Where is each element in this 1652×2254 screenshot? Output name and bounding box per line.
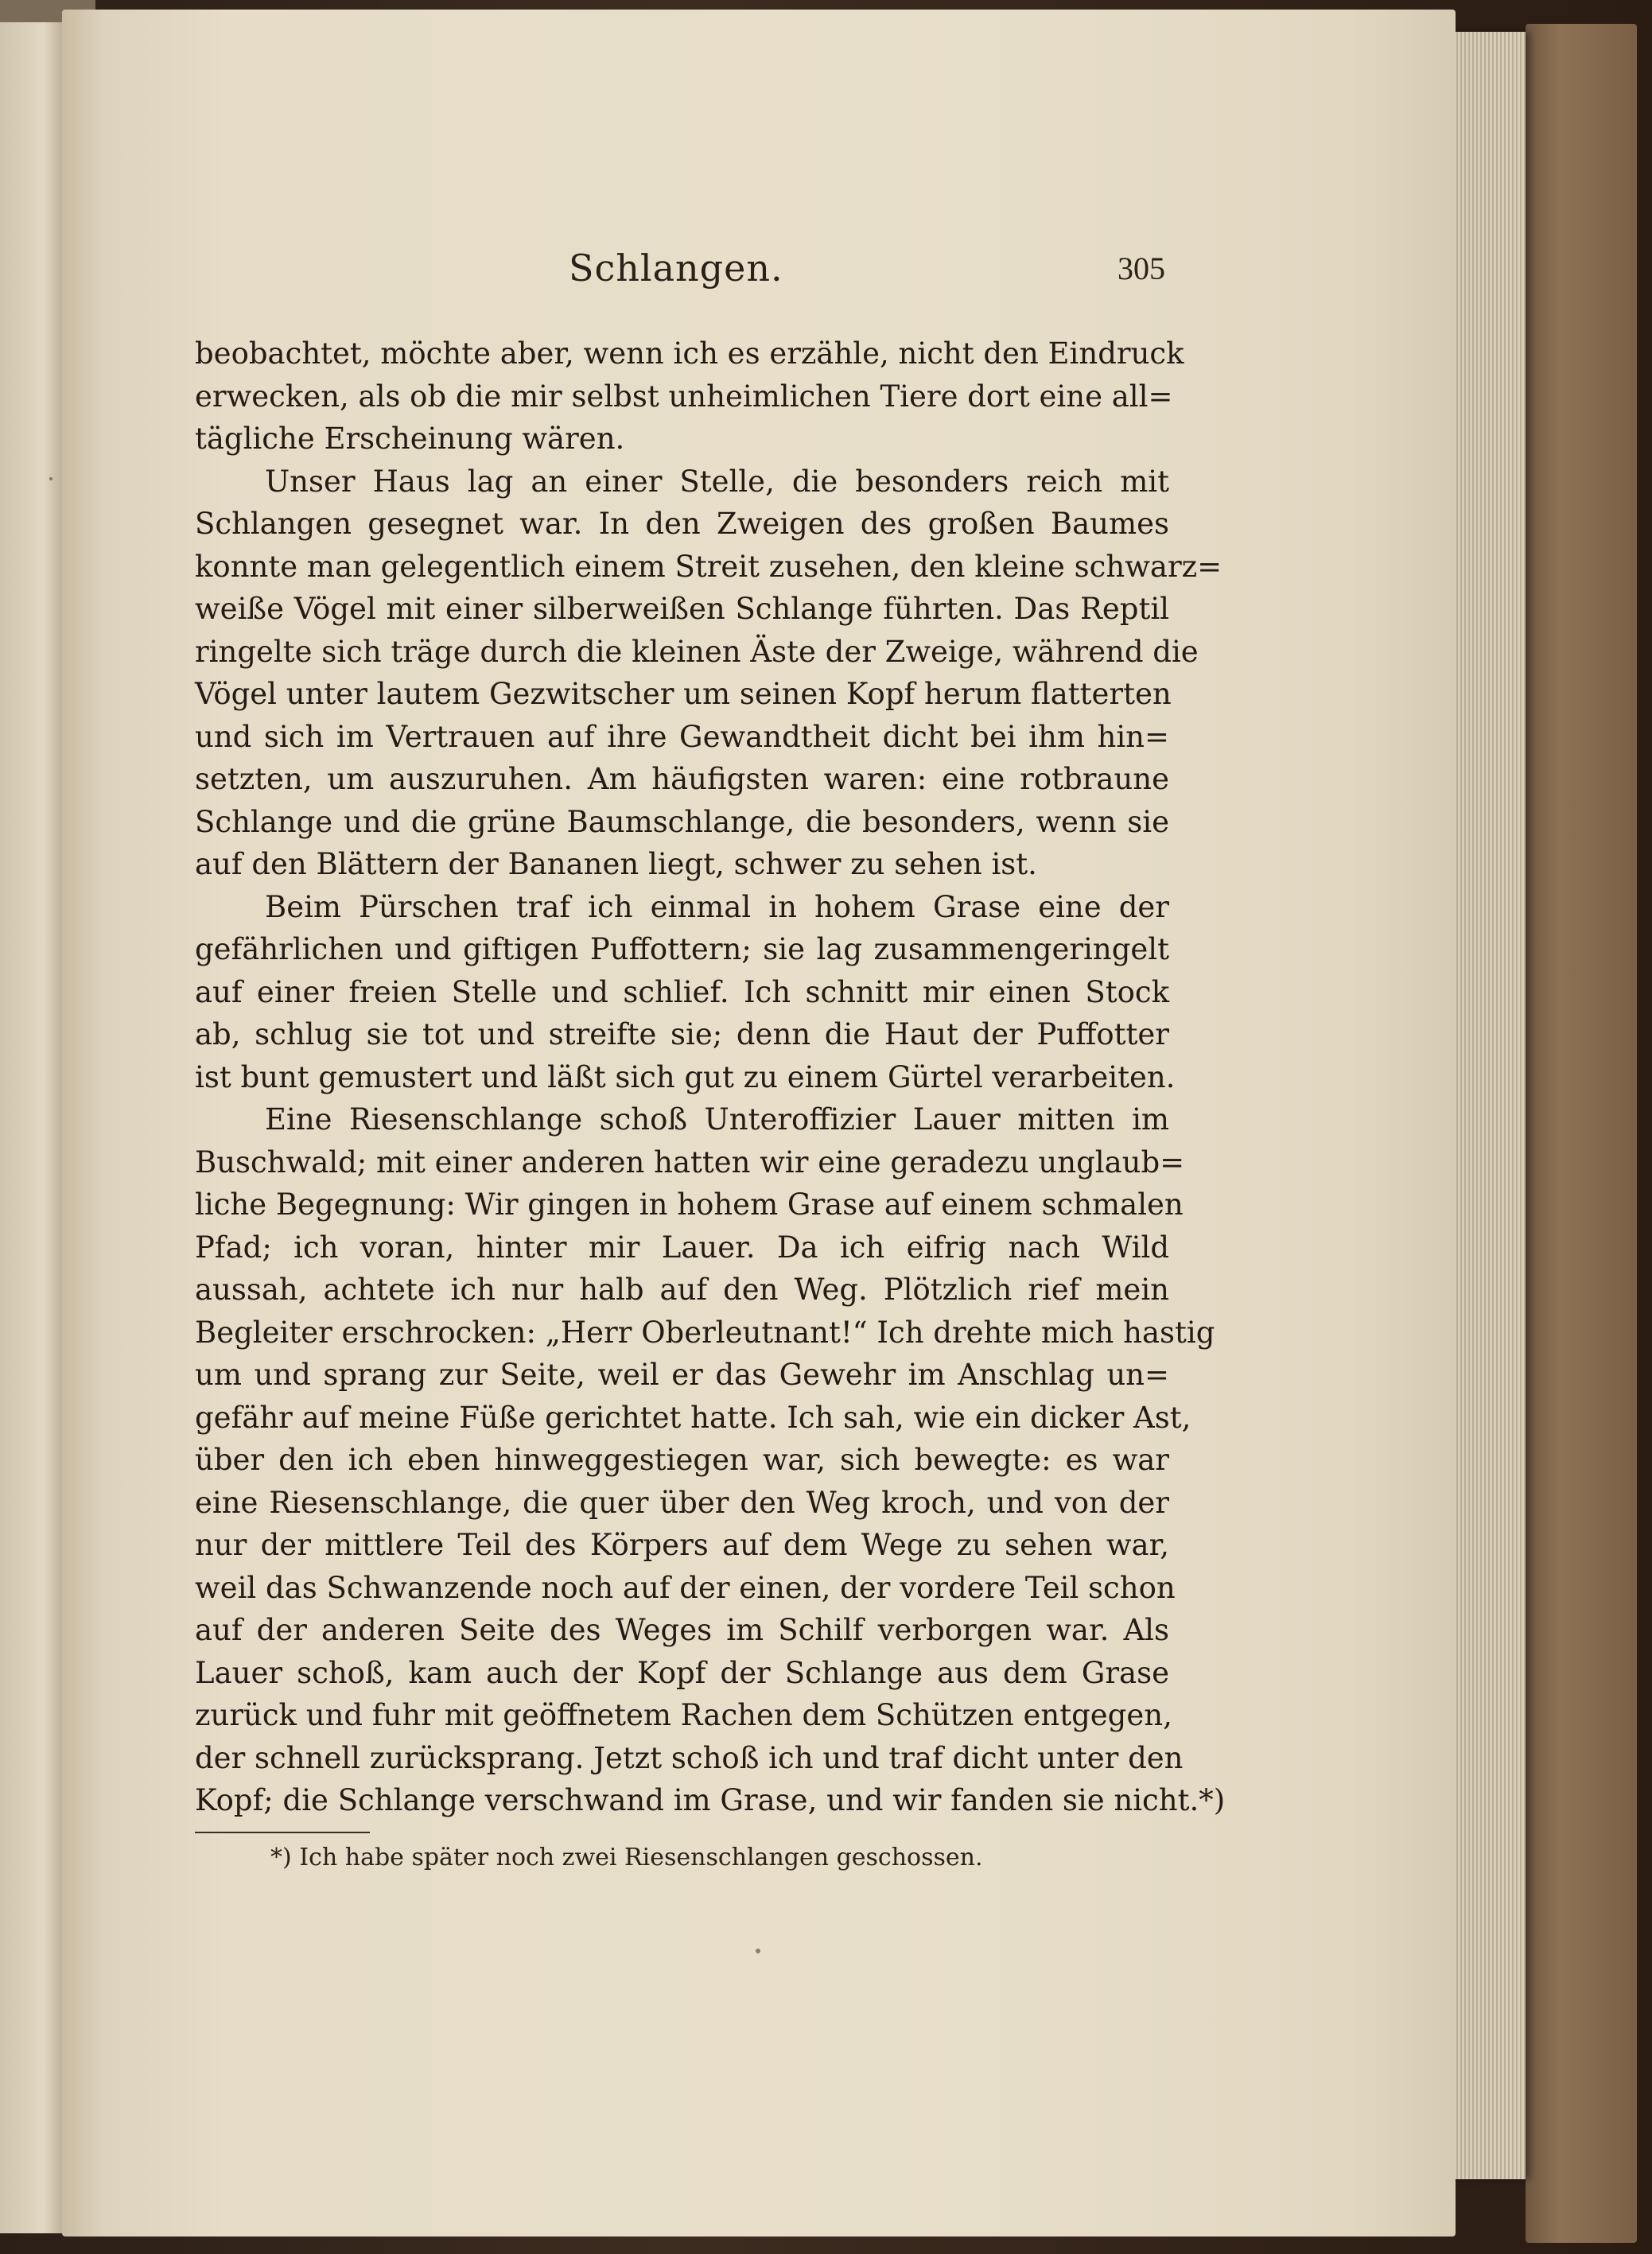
- text-line: ab, schlug sie tot und streifte sie; denn die Haut der Puffotter: [195, 1017, 1169, 1051]
- text-line: Schlangen gesegnet war. In den Zweigen des großen Baumes: [195, 507, 1169, 541]
- text-line: auf der anderen Seite des Weges im Schilf verborgen war. Als: [195, 1613, 1169, 1647]
- footnote: *) Ich habe später noch zwei Riesenschlangen geschossen.: [270, 1844, 983, 1871]
- text-line: eine Riesenschlange, die quer über den Weg kroch, und von der: [195, 1485, 1169, 1520]
- text-line: Lauer schoß, kam auch der Kopf der Schlange aus dem Grase: [195, 1655, 1169, 1690]
- text-line: erwecken, als ob die mir selbst unheimlichen Tiere dort eine all=: [195, 379, 1173, 414]
- text-line: Pfad; ich voran, hinter mir Lauer. Da ich eifrig nach Wild: [195, 1230, 1169, 1265]
- text-line: nur der mittlere Teil des Körpers auf dem Wege zu sehen war,: [195, 1528, 1169, 1562]
- right-cover-board: [1526, 24, 1637, 2243]
- text-line: weil das Schwanzende noch auf der einen, der vordere Teil schon: [195, 1570, 1176, 1605]
- text-line: weiße Vögel mit einer silberweißen Schlange führten. Das Reptil: [195, 592, 1169, 626]
- text-line: liche Begegnung: Wir gingen in hohem Grase auf einem schmalen: [195, 1187, 1184, 1222]
- text-line: Buschwald; mit einer anderen hatten wir eine geradezu unglaub=: [195, 1144, 1185, 1179]
- text-line: und sich im Vertrauen auf ihre Gewandtheit dicht bei ihm hin=: [195, 719, 1169, 754]
- text-line: ist bunt gemustert und läßt sich gut zu einem Gürtel verarbeiten.: [195, 1059, 1176, 1094]
- text-line: beobachtet, möchte aber, wenn ich es erzähle, nicht den Eindruck: [195, 336, 1184, 371]
- text-line: der schnell zurücksprang. Jetzt schoß ich und traf dicht unter den: [195, 1740, 1184, 1775]
- text-line: um und sprang zur Seite, weil er das Gewehr im Anschlag un=: [195, 1358, 1169, 1392]
- text-line: Begleiter erschrocken: „Herr Oberleutnant!“ Ich drehte mich hastig: [195, 1315, 1215, 1350]
- text-line: aussah, achtete ich nur halb auf den Weg. Plötzlich rief mein: [195, 1273, 1169, 1307]
- page-number: 305: [1118, 251, 1165, 286]
- text-line: gefährlichen und giftigen Puffottern; sie lag zusammengeringelt: [195, 932, 1169, 966]
- text-line: tägliche Erscheinung wären.: [195, 422, 625, 456]
- text-line: zurück und fuhr mit geöffnetem Rachen dem Schützen entgegen,: [195, 1698, 1172, 1732]
- running-title: Schlangen.: [569, 247, 783, 290]
- text-line: Beim Pürschen traf ich einmal in hohem Grase eine der: [265, 889, 1169, 924]
- text-line: über den ich eben hinweggestiegen war, sich bewegte: es war: [195, 1443, 1169, 1477]
- text-line: Eine Riesenschlange schoß Unteroffizier Lauer mitten im: [265, 1102, 1169, 1137]
- text-line: Schlange und die grüne Baumschlange, die besonders, wenn sie: [195, 804, 1169, 839]
- paper-speck: [756, 1949, 760, 1953]
- text-line: gefähr auf meine Füße gerichtet hatte. Ich sah, wie ein dicker Ast,: [195, 1400, 1191, 1435]
- text-line: setzten, um auszuruhen. Am häufigsten waren: eine rotbraune: [195, 762, 1169, 796]
- text-line: auf einer freien Stelle und schlief. Ich schnitt mir einen Stock: [195, 974, 1169, 1009]
- body-text: [195, 332, 1226, 1822]
- left-page-edge: [0, 22, 64, 2233]
- footnote-rule: [195, 1832, 370, 1833]
- text-line: auf den Blättern der Bananen liegt, schwer zu sehen ist.: [195, 847, 1037, 881]
- text-line: Kopf; die Schlange verschwand im Grase, und wir fanden sie nicht.*): [195, 1783, 1226, 1817]
- text-line: ringelte sich träge durch die kleinen Äste der Zweige, während die: [195, 634, 1199, 669]
- text-line: Vögel unter lautem Gezwitscher um seinen Kopf herum flatterten: [195, 677, 1172, 711]
- text-line: Unser Haus lag an einer Stelle, die besonders reich mit: [265, 464, 1169, 499]
- paper-speck: [49, 477, 52, 480]
- text-line: konnte man gelegentlich einem Streit zusehen, den kleine schwarz=: [195, 549, 1222, 584]
- running-header: [195, 247, 1165, 302]
